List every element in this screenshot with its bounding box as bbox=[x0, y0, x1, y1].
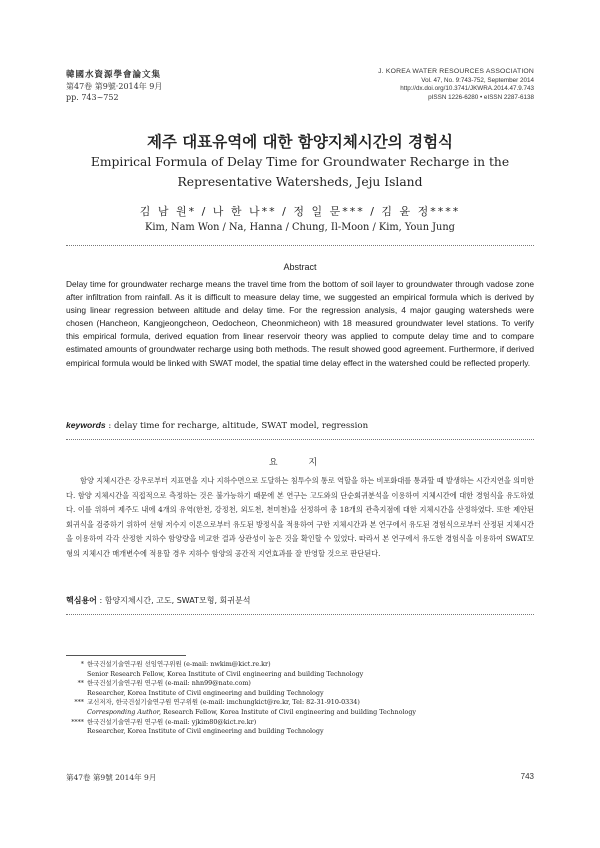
authors-english: Kim, Nam Won / Na, Hanna / Chung, Il-Moon / Kim, Youn Jung bbox=[145, 222, 455, 233]
footnote-affiliation-ko: 한국건설기술연구원 연구원 (e-mail: nhn99@nate.com) bbox=[87, 679, 251, 688]
footnote-affiliation-en: Researcher, Korea Institute of Civil engineering and building Technology bbox=[87, 688, 324, 697]
footnote-rule bbox=[66, 655, 186, 656]
title-english bbox=[0, 152, 600, 192]
issn: pISSN 1226-6280 • eISSN 2287-6138 bbox=[428, 93, 534, 101]
yoji-body: 함양 지체시간은 강우로부터 지표면을 지나 지하수면으로 도달하는 침투수의 통로 역할을 하는 비포화대를 통과할 때 발생하는 시간지연을 의미한다. 함양 지체시간을 직접적으로 측정하는 것은 불가능하기 때문에 본 연구는 고도와의 단순회귀분석을 이용하여 지체시간에 대한 경험식을 유도하였다. 이를 위하여 제주도 내에 4개의 유역(한천, 강정천, 외도천, 천미천)을 선정하여 총 18개의 관측지점에 대한 지체시간을 산정하였다. 또한 제안된 회귀식을 검증하기 위하여 선형 저수지 이론으로부터 유도된 방정식을 적용하여 구한 지체시간과 본 연구에서 유도된 경험식으로부터 산정된 지체시간을 이용하여 각각 산정한 지하수 함양량을 비교한 결과 상관성이 높은 것을 확인할 수 있었다. 따라서 본 연구에서 유도한 경험식을 이용하여 SWAT모형의 지체시간 매개변수에 적용할 경우 지하수 함양의 공간적 지연효과를 잘 반영할 것으로 판단된다. bbox=[66, 476, 534, 558]
footnote-mark: **** bbox=[71, 717, 84, 726]
footnote-affiliation-en bbox=[66, 708, 534, 718]
keywords-label: keywords bbox=[66, 420, 106, 430]
footnote-affiliation-ko: 교신저자, 한국건설기술연구원 연구위원 (e-mail: imchungkict@re.kr, Tel: 82-31-910-0334) bbox=[87, 698, 360, 707]
footnote-affiliation-en: Senior Research Fellow, Korea Institute of Civil engineering and building Technology bbox=[87, 669, 364, 678]
journal-header-en bbox=[378, 68, 534, 102]
title-english-line2: Representative Watersheds, Jeju Island bbox=[177, 175, 423, 189]
korean-keywords-text: : 함양지체시간, 고도, SWAT모형, 회귀분석 bbox=[96, 596, 251, 605]
title-korean: 제주 대표유역에 대한 함양지체시간의 경험식 bbox=[146, 133, 454, 151]
keywords-line bbox=[66, 420, 368, 431]
abstract-body: Delay time for groundwater recharge means the travel time from the bottom of soil layer to groundwater through vadose zone after infiltration from rainfall. As it is difficult to measure delay time, we suggested an empirical formula which is derived by using linear regression between altitude and delay time. For the regression analysis, 4 major gauging watersheds were chosen (Hancheon, Kangjeongcheon, Oedocheon, Cheonmicheon) with 18 measured groundwater level stations. To verify this empirical formula, derived equation from linear reservoir theory was applied to compute delay time and to compare estimated amounts of groundwater recharge using both methods. The result showed good agreement. Furthermore, if derived empirical formula would be linked with SWAT model, the spatial time delay effect in the watershed could be reflected properly. bbox=[66, 279, 534, 368]
journal-name-en: J. KOREA WATER RESOURCES ASSOCIATION bbox=[378, 68, 534, 75]
footnote-mark: ** bbox=[77, 679, 84, 688]
footnote-3 bbox=[66, 698, 534, 717]
keywords-text: : delay time for recharge, altitude, SWAT model, regression bbox=[105, 421, 369, 431]
doi-link[interactable]: http://dx.doi.org/10.3741/JKWRA.2014.47.9.743 bbox=[400, 85, 534, 93]
volume-en: Vol. 47, No. 9:743-752, September 2014 bbox=[421, 76, 534, 84]
authors-korean: 김 남 원* / 나 한 나** / 정 일 문*** / 김 윤 정**** bbox=[139, 205, 461, 218]
pages-ko: pp. 743~752 bbox=[66, 93, 119, 102]
corresponding-author-label: Corresponding Author, bbox=[87, 707, 161, 716]
title-english-line1: Empirical Formula of Delay Time for Groundwater Recharge in the bbox=[90, 155, 510, 169]
page-number: 743 bbox=[520, 772, 534, 781]
yoji-heading: 요 지 bbox=[268, 458, 332, 468]
journal-name-ko: 韓國水資源學會論文集 bbox=[66, 70, 162, 80]
footer-issue: 第47卷 第9號 2014年 9月 bbox=[66, 773, 157, 782]
footnote-2 bbox=[66, 679, 534, 698]
footnote-mark: * bbox=[80, 660, 84, 668]
footnote-affiliation-en-text: Research Fellow, Korea Institute of Civil engineering and building Technology bbox=[160, 707, 417, 716]
divider-bottom bbox=[66, 614, 534, 615]
footnote-affiliation-en: Researcher, Korea Institute of Civil engineering and building Technology bbox=[87, 727, 324, 736]
footnote-affiliation-ko: 한국건설기술연구원 선임연구위원 (e-mail: nwkim@kict.re.kr) bbox=[87, 660, 271, 668]
divider-top bbox=[66, 245, 534, 246]
korean-keywords-line bbox=[66, 595, 250, 606]
footnote-mark: *** bbox=[74, 698, 84, 707]
volume-ko: 第47卷 第9號·2014年 9月 bbox=[66, 82, 163, 91]
abstract-heading: Abstract bbox=[283, 262, 317, 272]
korean-keywords-label: 핵심용어 bbox=[66, 596, 97, 605]
footnote-4 bbox=[66, 718, 534, 737]
footnote-affiliation-ko: 한국건설기술연구원 연구원 (e-mail: yjkim80@kict.re.kr) bbox=[87, 717, 257, 726]
journal-header-ko bbox=[66, 70, 162, 103]
divider-middle bbox=[66, 439, 534, 440]
footnotes bbox=[66, 660, 534, 737]
footnote-1 bbox=[66, 660, 534, 679]
